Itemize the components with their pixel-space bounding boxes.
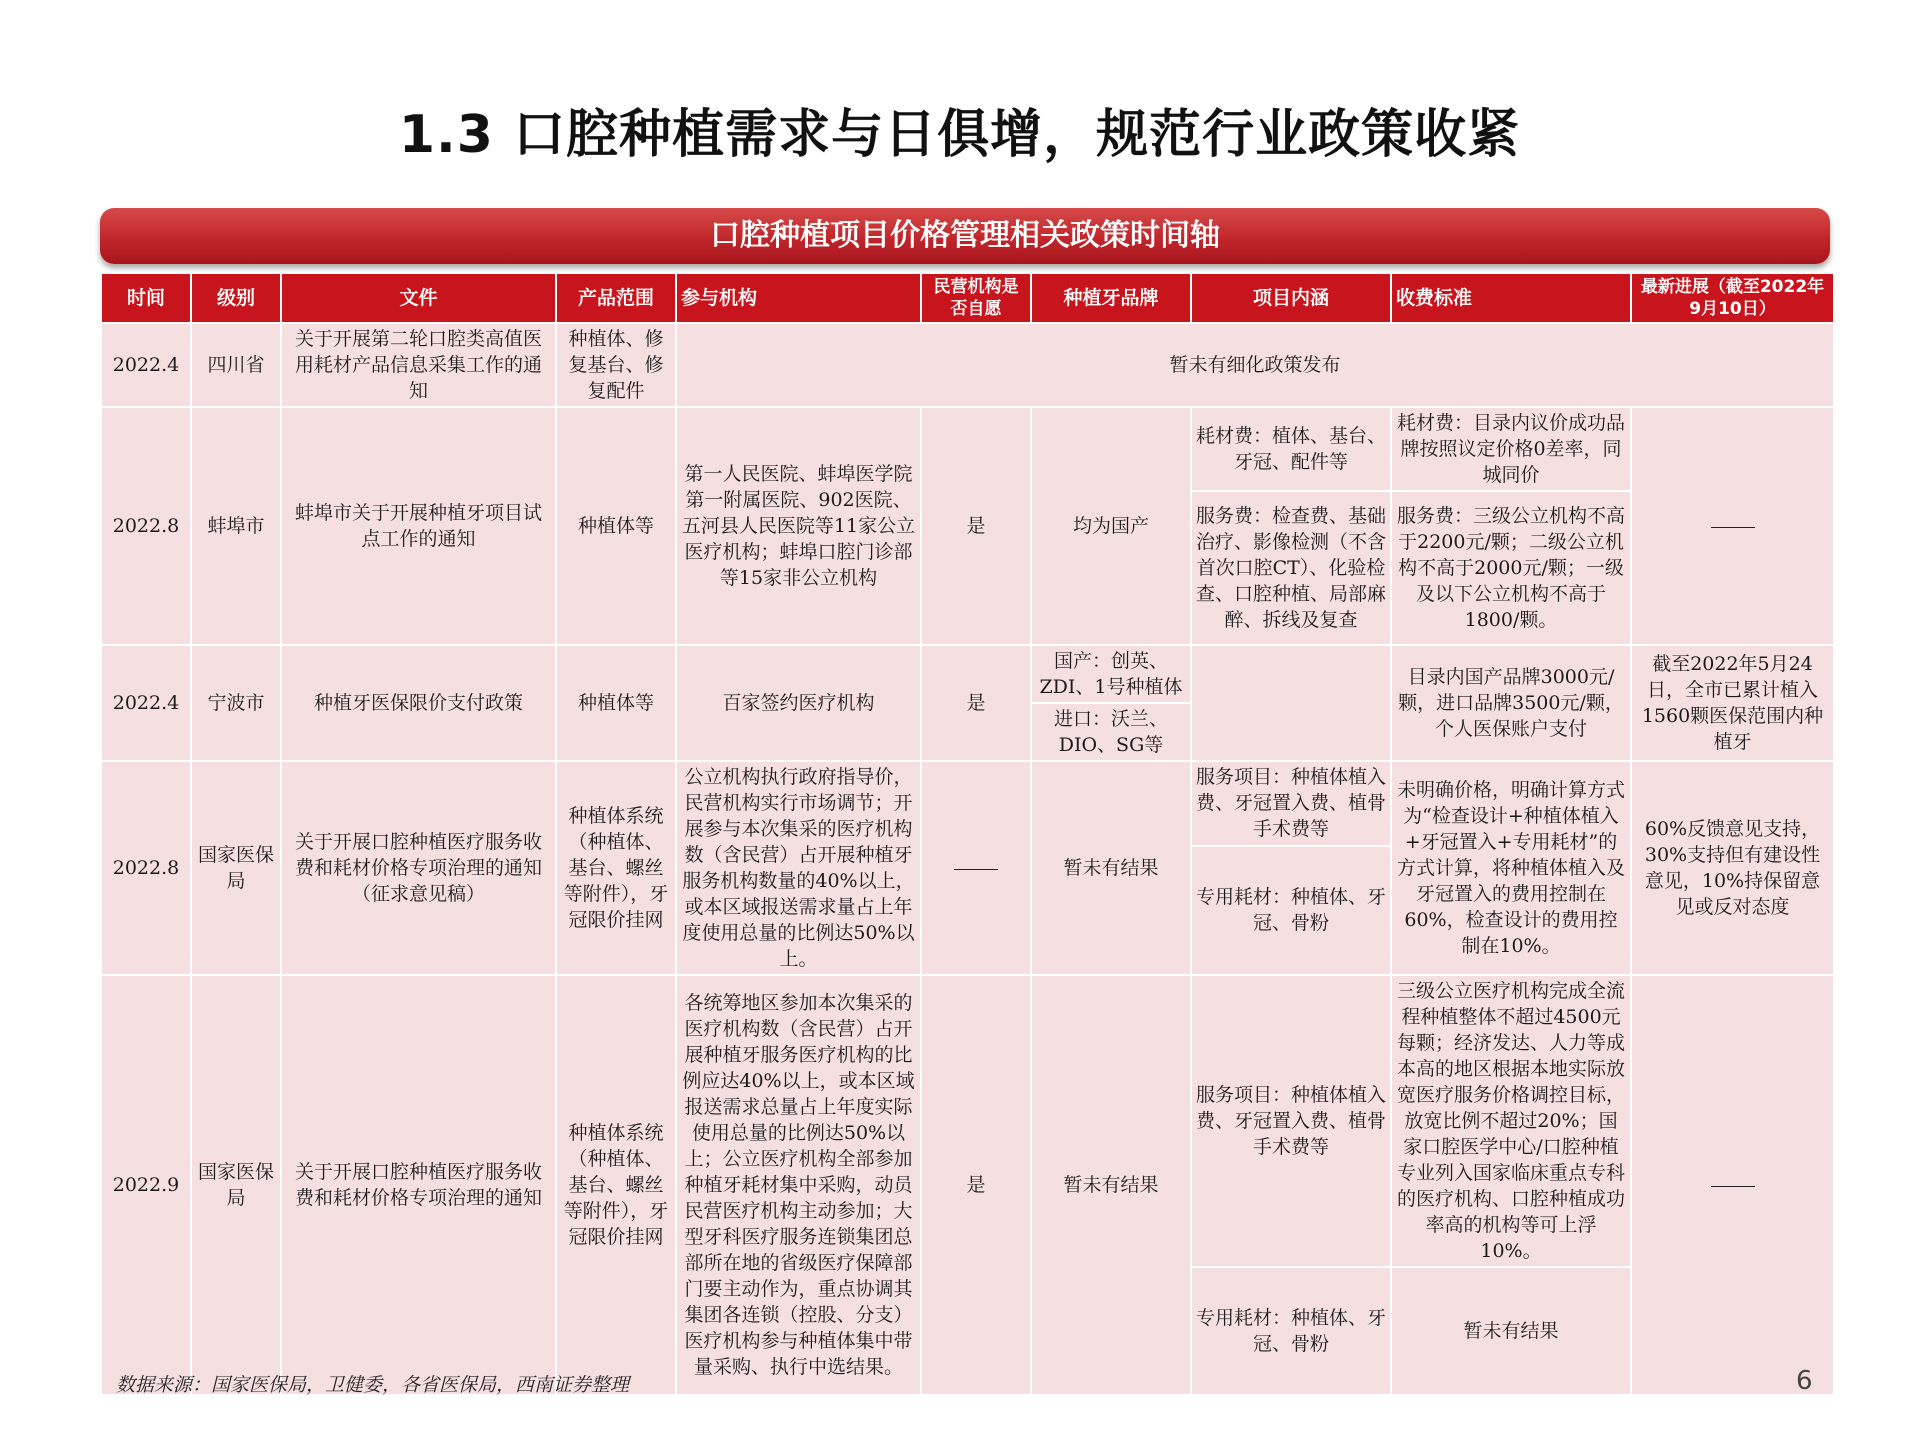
cell-progress: 截至2022年5月24日，全市已累计植入1560颗医保范围内种植牙 xyxy=(1631,645,1834,761)
table-row xyxy=(101,975,1834,1267)
table-row xyxy=(101,761,1834,846)
cell-institutions: 百家签约医疗机构 xyxy=(676,645,921,761)
cell-institutions: 公立机构执行政府指导价，民营机构实行市场调节；开展参与本次集采的医疗机构数（含民营）占开展种植牙服务机构数量的40%以上，或本区域报送需求量占上年度使用总量的比例达50%以上。 xyxy=(676,761,921,975)
cell-progress xyxy=(1631,407,1834,645)
cell-content: 服务项目：种植体植入费、牙冠置入费、植骨手术费等 xyxy=(1191,761,1391,846)
cell-document: 关于开展口腔种植医疗服务收费和耗材价格专项治理的通知 xyxy=(281,975,556,1395)
header-fee: 收费标准 xyxy=(1391,273,1631,323)
cell-brand: 均为国产 xyxy=(1031,407,1191,645)
header-document: 文件 xyxy=(281,273,556,323)
cell-fee: 三级公立医疗机构完成全流程种植整体不超过4500元每颗；经济发达、人力等成本高的地区根据本地实际放宽医疗服务价格调控目标，放宽比例不超过20%；国家口腔医学中心/口腔种植专业列入国家临床重点专科的医疗机构、口腔种植成功率高的机构等可上浮10%。 xyxy=(1391,975,1631,1267)
cell-scope: 种植体等 xyxy=(556,645,676,761)
header-voluntary: 民营机构是否自愿 xyxy=(921,273,1031,323)
cell-level: 国家医保局 xyxy=(191,761,281,975)
cell-content xyxy=(1191,645,1391,761)
cell-content: 耗材费：植体、基台、牙冠、配件等 xyxy=(1191,407,1391,491)
header-institutions: 参与机构 xyxy=(676,273,921,323)
cell-time: 2022.9 xyxy=(101,975,191,1395)
cell-voluntary: 是 xyxy=(921,645,1031,761)
cell-institutions: 各统筹地区参加本次集采的医疗机构数（含民营）占开展种植牙服务医疗机构的比例应达40%以上，或本区域报送需求总量占上年度实际使用总量的比例达50%以上；公立医疗机构全部参加种植牙耗材集中采购，动员民营医疗机构主动参加；大型牙科医疗服务连锁集团总部所在地的省级医疗保障部门要主动作为，重点协调其集团各连锁（控股、分支）医疗机构参与种植体集中带量采购、执行中选结果。 xyxy=(676,975,921,1395)
header-content: 项目内涵 xyxy=(1191,273,1391,323)
cell-time: 2022.4 xyxy=(101,645,191,761)
header-brand: 种植牙品牌 xyxy=(1031,273,1191,323)
cell-fee: 服务费：三级公立机构不高于2200元/颗；二级公立机构不高于2000元/颗；一级及以下公立机构不高于1800/颗。 xyxy=(1391,491,1631,645)
cell-time: 2022.8 xyxy=(101,761,191,975)
page-title: 1.3 口腔种植需求与日俱增，规范行业政策收紧 xyxy=(398,105,1521,165)
cell-brand: 进口：沃兰、DIO、SG等 xyxy=(1031,703,1191,761)
cell-scope: 种植体系统（种植体、基台、螺丝等附件），牙冠限价挂网 xyxy=(556,975,676,1395)
cell-document: 种植牙医保限价支付政策 xyxy=(281,645,556,761)
cell-scope: 种植体系统（种植体、基台、螺丝等附件），牙冠限价挂网 xyxy=(556,761,676,975)
cell-document: 关于开展第二轮口腔类高值医用耗材产品信息采集工作的通知 xyxy=(281,323,556,407)
table-row xyxy=(101,645,1834,703)
cell-content: 服务项目：种植体植入费、牙冠置入费、植骨手术费等 xyxy=(1191,975,1391,1267)
dash-mark xyxy=(954,869,998,870)
cell-progress: 60%反馈意见支持，30%支持但有建设性意见，10%持保留意见或反对态度 xyxy=(1631,761,1834,975)
header-level: 级别 xyxy=(191,273,281,323)
policy-timeline-table xyxy=(100,272,1835,1396)
cell-scope: 种植体等 xyxy=(556,407,676,645)
cell-scope: 种植体、修复基台、修复配件 xyxy=(556,323,676,407)
cell-fee: 目录内国产品牌3000元/颗，进口品牌3500元/颗，个人医保账户支付 xyxy=(1391,645,1631,761)
cell-fee: 耗材费：目录内议价成功品牌按照议定价格0差率，同城同价 xyxy=(1391,407,1631,491)
cell-voluntary xyxy=(921,761,1031,975)
cell-time: 2022.4 xyxy=(101,323,191,407)
cell-document: 蚌埠市关于开展种植牙项目试点工作的通知 xyxy=(281,407,556,645)
cell-merged-note: 暂未有细化政策发布 xyxy=(676,323,1834,407)
cell-brand: 暂未有结果 xyxy=(1031,975,1191,1395)
cell-level: 蚌埠市 xyxy=(191,407,281,645)
cell-level: 宁波市 xyxy=(191,645,281,761)
table-row xyxy=(101,407,1834,491)
dash-mark xyxy=(1711,1186,1755,1187)
cell-voluntary: 是 xyxy=(921,407,1031,645)
page-number: 6 xyxy=(1796,1366,1813,1396)
header-scope: 产品范围 xyxy=(556,273,676,323)
dash-mark xyxy=(1711,527,1755,528)
cell-content: 专用耗材：种植体、牙冠、骨粉 xyxy=(1191,846,1391,975)
cell-voluntary: 是 xyxy=(921,975,1031,1395)
cell-brand: 国产：创英、ZDI、1号种植体 xyxy=(1031,645,1191,703)
header-row xyxy=(101,273,1834,323)
cell-content: 服务费：检查费、基础治疗、影像检测（不含首次口腔CT）、化验检查、口腔种植、局部麻醉、拆线及复查 xyxy=(1191,491,1391,645)
header-progress: 最新进展（截至2022年9月10日） xyxy=(1631,273,1834,323)
cell-fee: 未明确价格，明确计算方式为“检查设计+种植体植入+牙冠置入+专用耗材”的方式计算，将种植体植入及牙冠置入的费用控制在60%，检查设计的费用控制在10%。 xyxy=(1391,761,1631,975)
cell-fee: 暂未有结果 xyxy=(1391,1267,1631,1395)
cell-level: 四川省 xyxy=(191,323,281,407)
table-row xyxy=(101,323,1834,407)
cell-brand: 暂未有结果 xyxy=(1031,761,1191,975)
data-source-note: 数据来源：国家医保局，卫健委，各省医保局，西南证券整理 xyxy=(116,1374,630,1396)
cell-document: 关于开展口腔种植医疗服务收费和耗材价格专项治理的通知（征求意见稿） xyxy=(281,761,556,975)
cell-progress xyxy=(1631,975,1834,1395)
cell-time: 2022.8 xyxy=(101,407,191,645)
cell-institutions: 第一人民医院、蚌埠医学院第一附属医院、902医院、五河县人民医院等11家公立医疗机构；蚌埠口腔门诊部等15家非公立机构 xyxy=(676,407,921,645)
table-banner: 口腔种植项目价格管理相关政策时间轴 xyxy=(100,208,1830,264)
cell-content: 专用耗材：种植体、牙冠、骨粉 xyxy=(1191,1267,1391,1395)
cell-level: 国家医保局 xyxy=(191,975,281,1395)
header-time: 时间 xyxy=(101,273,191,323)
